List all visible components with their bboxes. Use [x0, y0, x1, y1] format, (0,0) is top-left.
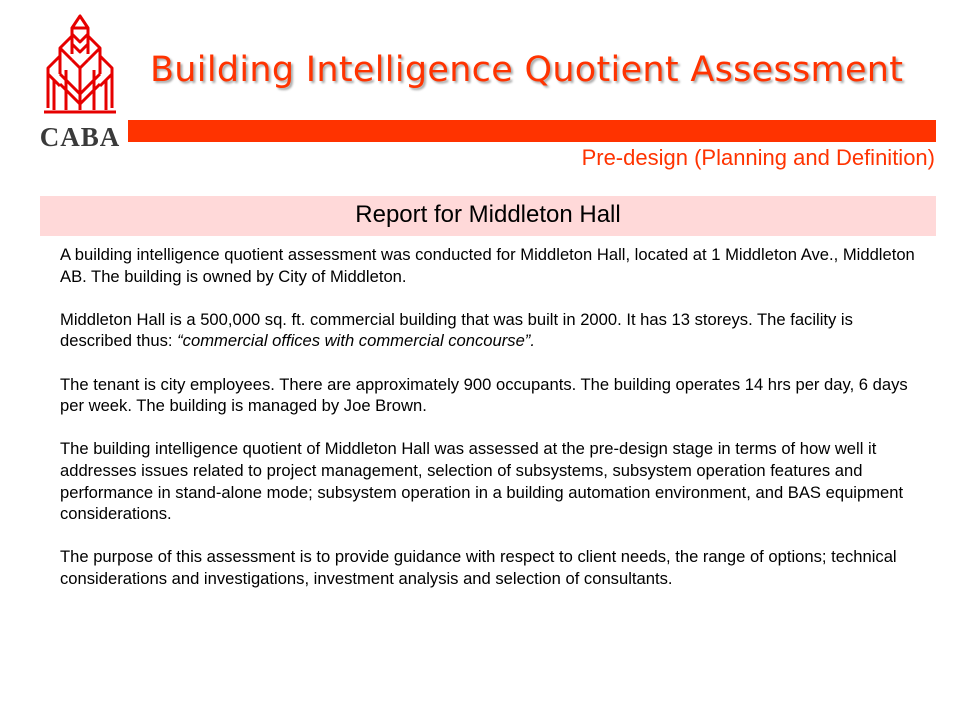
paragraph-ownership: A building intelligence quotient assessment was conducted for Middleton Hall, located at 1 Middleton Ave., Middleton AB. The building is owned by City of Middleton.	[60, 245, 915, 286]
page-title: Building Intelligence Quotient Assessment	[150, 50, 904, 90]
building-tower-icon	[38, 14, 122, 120]
paragraph-building-description	[60, 309, 920, 352]
paragraph-occupancy: The tenant is city employees. There are approximately 900 occupants. The building operates 14 hrs per day, 6 days per week. The building is managed by Joe Brown.	[60, 374, 908, 416]
paragraph-assessment-scope: The building intelligence quotient of Middleton Hall was assessed at the pre-design stage in terms of how well it addresses issues related to project management, selection of subsystems, subsystem operation features and performance in stand-alone mode; subsystem operation in a building automation environment, and BAS equipment considerations.	[60, 439, 904, 524]
facility-quote: “commercial offices with commercial concourse”.	[177, 331, 535, 351]
building-description-text: Middleton Hall is a 500,000 sq. ft. commercial building that was built in 2000. It has 13 storeys. The facility is described thus:	[60, 309, 853, 351]
caba-logo-text: CABA	[39, 122, 121, 152]
stage-subtitle: Pre-design (Planning and Definition)	[581, 145, 935, 170]
caba-logo	[38, 14, 122, 154]
report-body	[60, 244, 920, 611]
report-title: Report for Middleton Hall	[355, 201, 621, 228]
report-title-band	[40, 196, 936, 236]
header-accent-bar	[128, 120, 936, 142]
paragraph-assessment-purpose: The purpose of this assessment is to provide guidance with respect to client needs, the range of options; technical considerations and investigations, investment analysis and selection of consultants.	[60, 547, 897, 588]
